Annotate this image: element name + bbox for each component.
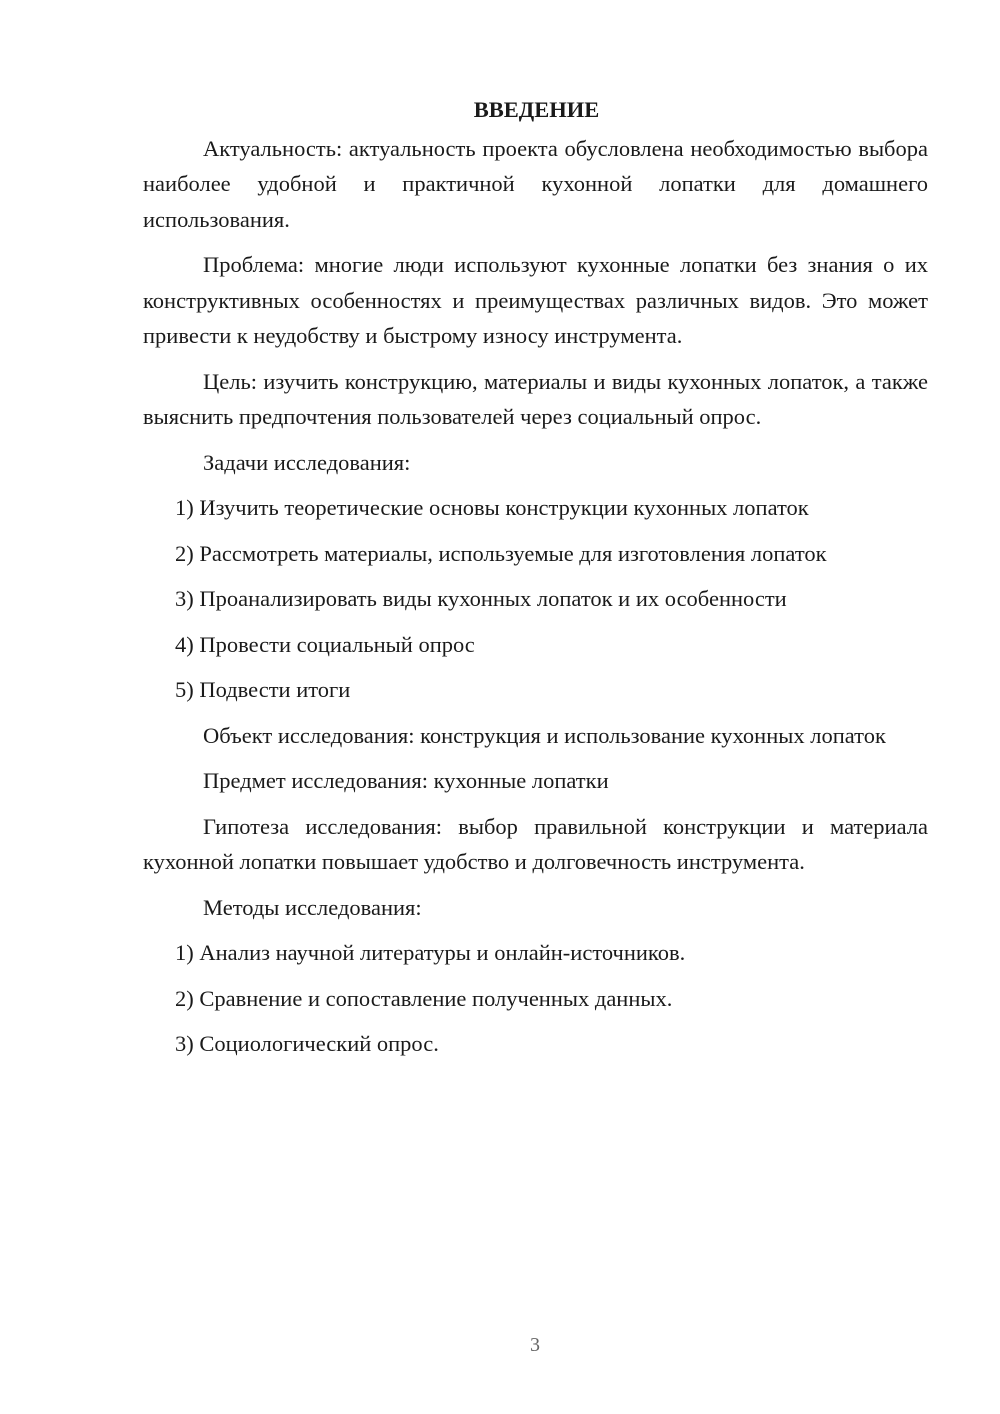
task-item: 1) Изучить теоретические основы конструкции кухонных лопаток bbox=[175, 495, 809, 520]
method-item: 1) Анализ научной литературы и онлайн-источников. bbox=[175, 940, 686, 965]
relevance-paragraph: Актуальность: актуальность проекта обусловлена необходимостью выбора наиболее удобной и практичной кухонной лопатки для домашнего использования. bbox=[143, 135, 928, 232]
document-body bbox=[143, 92, 928, 1072]
hypothesis-paragraph: Гипотеза исследования: выбор правильной конструкции и материала кухонной лопатки повышает удобство и долговечность инструмента. bbox=[143, 813, 928, 874]
goal-paragraph: Цель: изучить конструкцию, материалы и виды кухонных лопаток, а также выяснить предпочтения пользователей через социальный опрос. bbox=[143, 368, 928, 429]
subject-paragraph: Предмет исследования: кухонные лопатки bbox=[203, 768, 609, 793]
methods-heading: Методы исследования: bbox=[203, 894, 422, 920]
task-item: 2) Рассмотреть материалы, используемые для изготовления лопаток bbox=[175, 540, 827, 566]
tasks-heading: Задачи исследования: bbox=[203, 449, 411, 475]
section-title: ВВЕДЕНИЕ bbox=[473, 97, 600, 122]
problem-paragraph: Проблема: многие люди используют кухонные лопатки без знания о их конструктивных особенностях и преимуществах различных видов. Это может привести к неудобству и быстрому износу инструмента. bbox=[143, 252, 928, 348]
object-paragraph: Объект исследования: конструкция и использование кухонных лопаток bbox=[203, 722, 886, 748]
task-item: 5) Подвести итоги bbox=[175, 677, 351, 702]
task-item: 4) Провести социальный опрос bbox=[175, 631, 475, 657]
method-item: 3) Социологический опрос. bbox=[175, 1031, 439, 1056]
page-number: 3 bbox=[530, 1334, 540, 1356]
method-item: 2) Сравнение и сопоставление полученных данных. bbox=[175, 985, 673, 1011]
task-item: 3) Проанализировать виды кухонных лопаток и их особенности bbox=[175, 586, 787, 611]
